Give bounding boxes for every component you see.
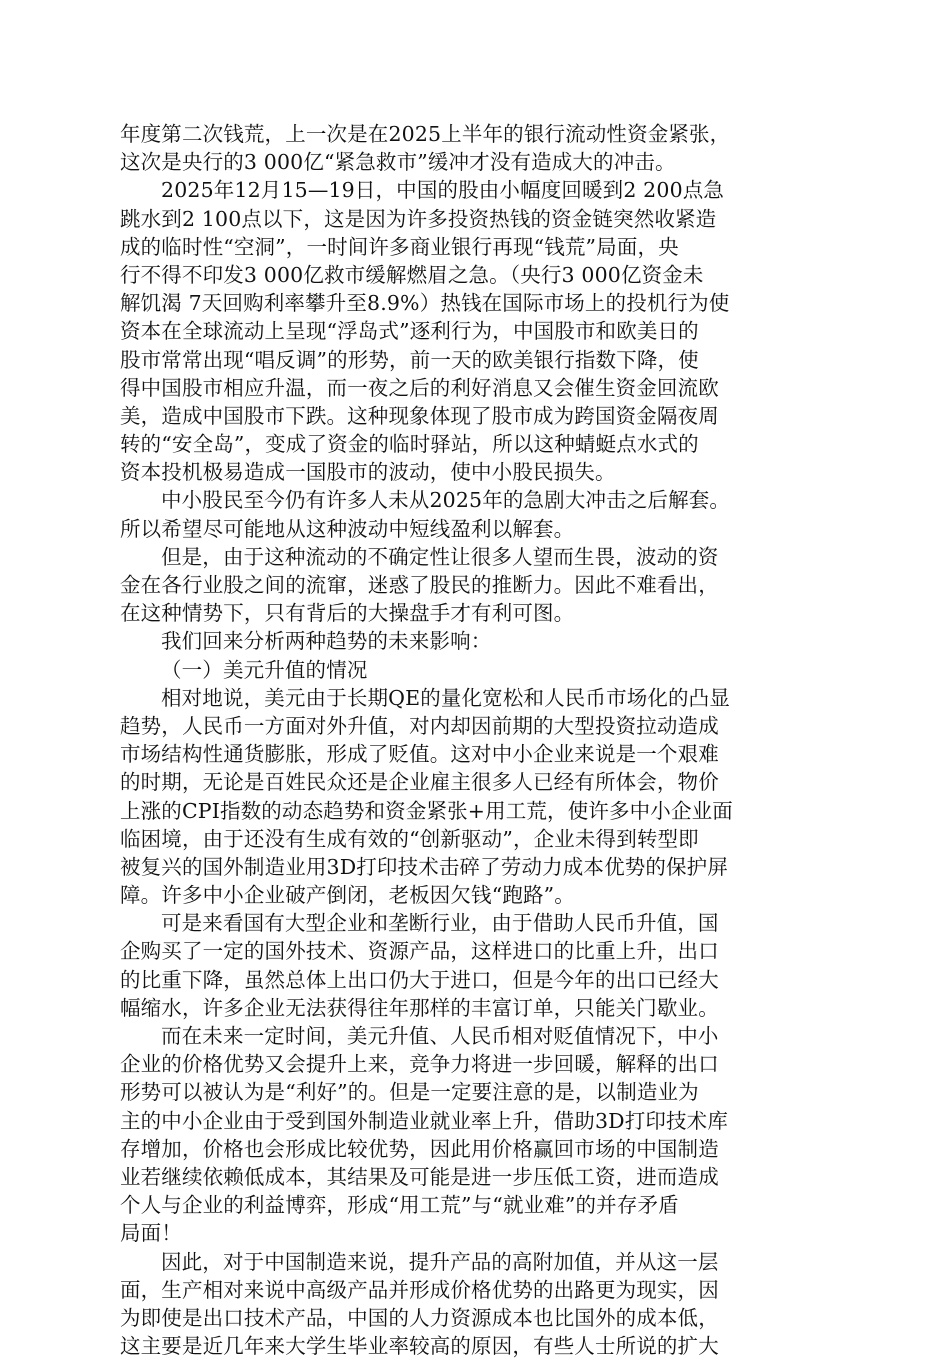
paragraph-line: 转的“安全岛”，变成了资金的临时驿站，所以这种蜻蜓点水式的 xyxy=(120,432,699,457)
paragraph-line: 障。许多中小企业破产倒闭，老板因欠钱“跑路”。 xyxy=(120,883,575,908)
paragraph-line: 解饥渴 7天回购利率攀升至8.9%）热钱在国际市场上的投机行为使 xyxy=(120,291,730,316)
paragraph-line: 美，造成中国股市下跌。这种现象体现了股市成为跨国资金隔夜周 xyxy=(120,403,719,428)
paragraph-line: 股市常常出现“唱反调”的形势，前一天的欧美银行指数下降，使 xyxy=(120,347,699,372)
paragraph-first-line: （一）美元升值的情况 xyxy=(161,657,368,682)
paragraph-line: 得中国股市相应升温，而一夜之后的利好消息又会催生资金回流欧 xyxy=(120,375,719,400)
paragraph-first-line: 可是来看国有大型企业和垄断行业，由于借助人民币升值，国 xyxy=(161,911,719,936)
paragraph-first-line: 相对地说，美元由于长期QE的量化宽松和人民币市场化的凸显 xyxy=(161,685,730,710)
paragraph-line: 主的中小企业由于受到国外制造业就业率上升，借助3D打印技术库 xyxy=(120,1108,728,1133)
paragraph-line: 被复兴的国外制造业用3D打印技术击碎了劳动力成本优势的保护屏 xyxy=(120,854,728,879)
paragraph-first-line: 而在未来一定时间，美元升值、人民币相对贬值情况下，中小 xyxy=(161,1024,719,1048)
paragraph-line: 业若继续依赖低成本，其结果及可能是进一步压低工资，进而造成 xyxy=(120,1164,719,1189)
document-body xyxy=(120,120,830,1360)
paragraph-line: 跳水到2 100点以下，这是因为许多投资热钱的资金链突然收紧造 xyxy=(120,206,717,231)
paragraph-first-line: 我们回来分析两种趋势的未来影响： xyxy=(161,629,492,654)
paragraph-line: 的时期，无论是百姓民众还是企业雇主很多人已经有所体会，物价 xyxy=(120,770,719,795)
paragraph-line: 资本在全球流动上呈现“浮岛式”逐利行为，中国股市和欧美日的 xyxy=(120,319,699,344)
paragraph-first-line: 中小股民至今仍有许多人未从2025年的急剧大冲击之后解套。 xyxy=(161,488,731,513)
paragraph-line: 存增加，价格也会形成比较优势，因此用价格赢回市场的中国制造 xyxy=(120,1136,719,1161)
paragraph-line: 年度第二次钱荒，上一次是在2025上半年的银行流动性资金紧张， xyxy=(120,122,731,146)
paragraph-first-line: 2025年12月15—19日，中国的股由小幅度回暖到2 200点急 xyxy=(161,178,725,203)
paragraph-line: 企业的价格优势又会提升上来，竞争力将进一步回暖，解释的出口 xyxy=(120,1052,719,1077)
paragraph-line: 这次是央行的3 000亿“紧急救市”缓冲才没有造成大的冲击。 xyxy=(120,150,676,175)
paragraph-line: 面，生产相对来说中高级产品并形成价格优势的出路更为现实，因 xyxy=(120,1277,719,1302)
paragraph-line: 企购买了一定的国外技术、资源产品，这样进口的比重上升，出口 xyxy=(120,939,719,964)
paragraph-line: 金在各行业股之间的流窜，迷惑了股民的推断力。因此不难看出， xyxy=(120,573,719,597)
paragraph-line: 为即使是出口技术产品，中国的人力资源成本也比国外的成本低， xyxy=(120,1305,719,1330)
paragraph-line: 幅缩水，许多企业无法获得往年那样的丰富订单，只能关门歇业。 xyxy=(120,995,719,1020)
paragraph-first-line: 但是，由于这种流动的不确定性让很多人望而生畏，波动的资 xyxy=(161,544,719,569)
paragraph-line: 成的临时性“空洞”，一时间许多商业银行再现“钱荒”局面，央 xyxy=(120,234,679,259)
paragraph-line: 这主要是近几年来大学生毕业率较高的原因，有些人士所说的扩大 xyxy=(120,1334,719,1359)
paragraph-line: 资本投机极易造成一国股市的波动，使中小股民损失。 xyxy=(120,460,616,485)
paragraph-line: 所以希望尽可能地从这种波动中短线盈利以解套。 xyxy=(120,516,575,541)
paragraph-first-line: 因此，对于中国制造来说，提升产品的高附加值，并从这一层 xyxy=(161,1249,719,1274)
paragraph-line: 的比重下降，虽然总体上出口仍大于进口，但是今年的出口已经大 xyxy=(120,967,719,992)
paragraph-line: 个人与企业的利益博弈，形成“用工荒”与“就业难”的并存矛盾 xyxy=(120,1193,679,1218)
paragraph-line: 上涨的CPI指数的动态趋势和资金紧张+用工荒，使许多中小企业面 xyxy=(120,798,733,823)
paragraph-line: 趋势，人民币一方面对外升值，对内却因前期的大型投资拉动造成 xyxy=(120,713,719,738)
paragraph-line: 形势可以被认为是“利好”的。但是一定要注意的是，以制造业为 xyxy=(120,1080,699,1105)
paragraph-line: 行不得不印发3 000亿救市缓解燃眉之急。（央行3 000亿资金未 xyxy=(120,262,704,287)
paragraph-line: 在这种情势下，只有背后的大操盘手才有利可图。 xyxy=(120,601,575,626)
paragraph-line: 市场结构性通货膨胀，形成了贬值。这对中小企业来说是一个艰难 xyxy=(120,742,719,767)
paragraph-line: 临困境，由于还没有生成有效的“创新驱动”，企业未得到转型即 xyxy=(120,826,699,851)
paragraph-line: 局面！ xyxy=(120,1221,182,1246)
